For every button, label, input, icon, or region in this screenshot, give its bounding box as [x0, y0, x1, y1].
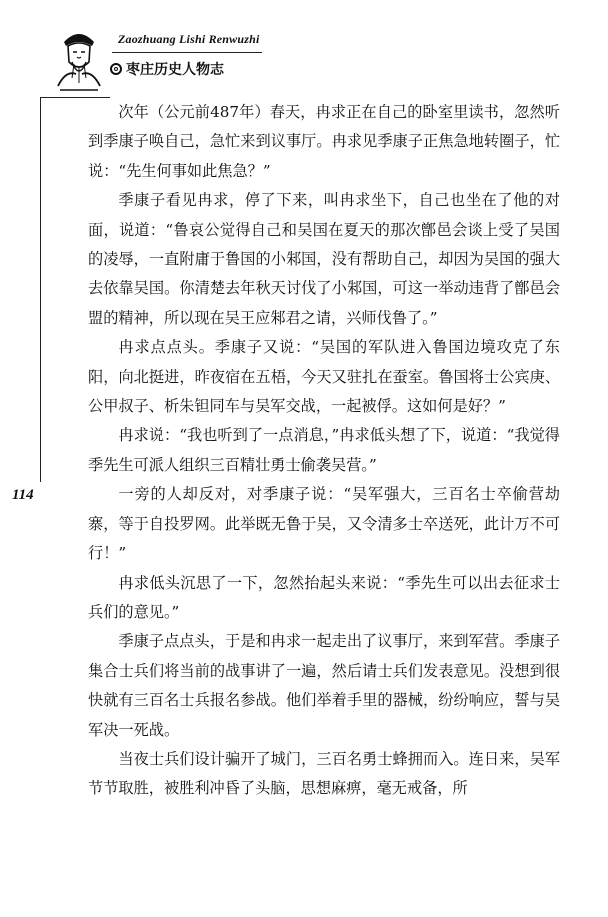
header-rule — [112, 52, 262, 53]
series-title-text: 枣庄历史人物志 — [126, 62, 224, 78]
paragraph: 季康子看见冉求，停了下来，叫冉求坐下，自己也坐在了他的对面，说道：“鲁哀公觉得自己和吴国在夏天的那次鄫邑会谈上受了吴国的凌辱，一直附庸于鲁国的小邾国，没有帮助自己，却因为吴国的强大去依靠吴国。你清楚去年秋天讨伐了小邾国，可这一举动违背了鄫邑会盟的精神，所以现在吴王应邾君之请，兴师伐鲁了。” — [88, 191, 560, 327]
side-rule-vertical — [40, 97, 41, 482]
paragraph: 冉求低头沉思了一下，忽然抬起头来说：“季先生可以出去征求士兵们的意见。” — [88, 573, 560, 621]
paragraph: 次年（公元前487年）春天，冉求正在自己的卧室里读书，忽然听到季康子唤自己，急忙来到议事厅。冉求见季康子正焦急地转圈子，忙说：“先生何事如此焦急？” — [88, 103, 560, 180]
paragraph: 一旁的人却反对，对季康子说：“吴军强大，三百名士卒偷营劫寨，等于自投罗网。此举既无鲁于吴，又令清多士卒送死，此计万不可行！” — [88, 485, 560, 563]
paragraph: 冉求说：“我也听到了一点消息，”冉求低头想了下，说道：“我觉得季先生可派人组织三百精壮勇士偷袭吴营。” — [88, 426, 560, 474]
page-number: 114 — [12, 487, 34, 503]
series-pinyin: Zaozhuang Lishi Renwuzhi — [118, 32, 260, 46]
paragraph: 冉求点点头。季康子又说：“吴国的军队进入鲁国边境攻克了东阳，向北挺进，昨夜宿在五梧，今天又驻扎在蚕室。鲁国将士公宾庚、公甲叔子、析朱钽同车与吴军交战，一起被俘。这如何是好？” — [88, 338, 560, 416]
scholar-portrait-icon — [52, 24, 106, 94]
series-title — [110, 59, 224, 79]
double-circle-icon — [110, 63, 122, 75]
paragraph: 当夜士兵们设计骗开了城门，三百名勇士蜂拥而入。连日来，吴军节节取胜，被胜利冲昏了头脑，思想麻痹，毫无戒备，所 — [88, 749, 560, 798]
paragraph: 季康子点点头，于是和冉求一起走出了议事厅，来到军营。季康子集合士兵们将当前的战事讲了一遍，然后请士兵们发表意见。没想到很快就有三百名士兵报名参战。他们举着手里的器械，纷纷响应，誓与吴军决一死战。 — [88, 632, 560, 739]
body-text — [88, 98, 560, 804]
